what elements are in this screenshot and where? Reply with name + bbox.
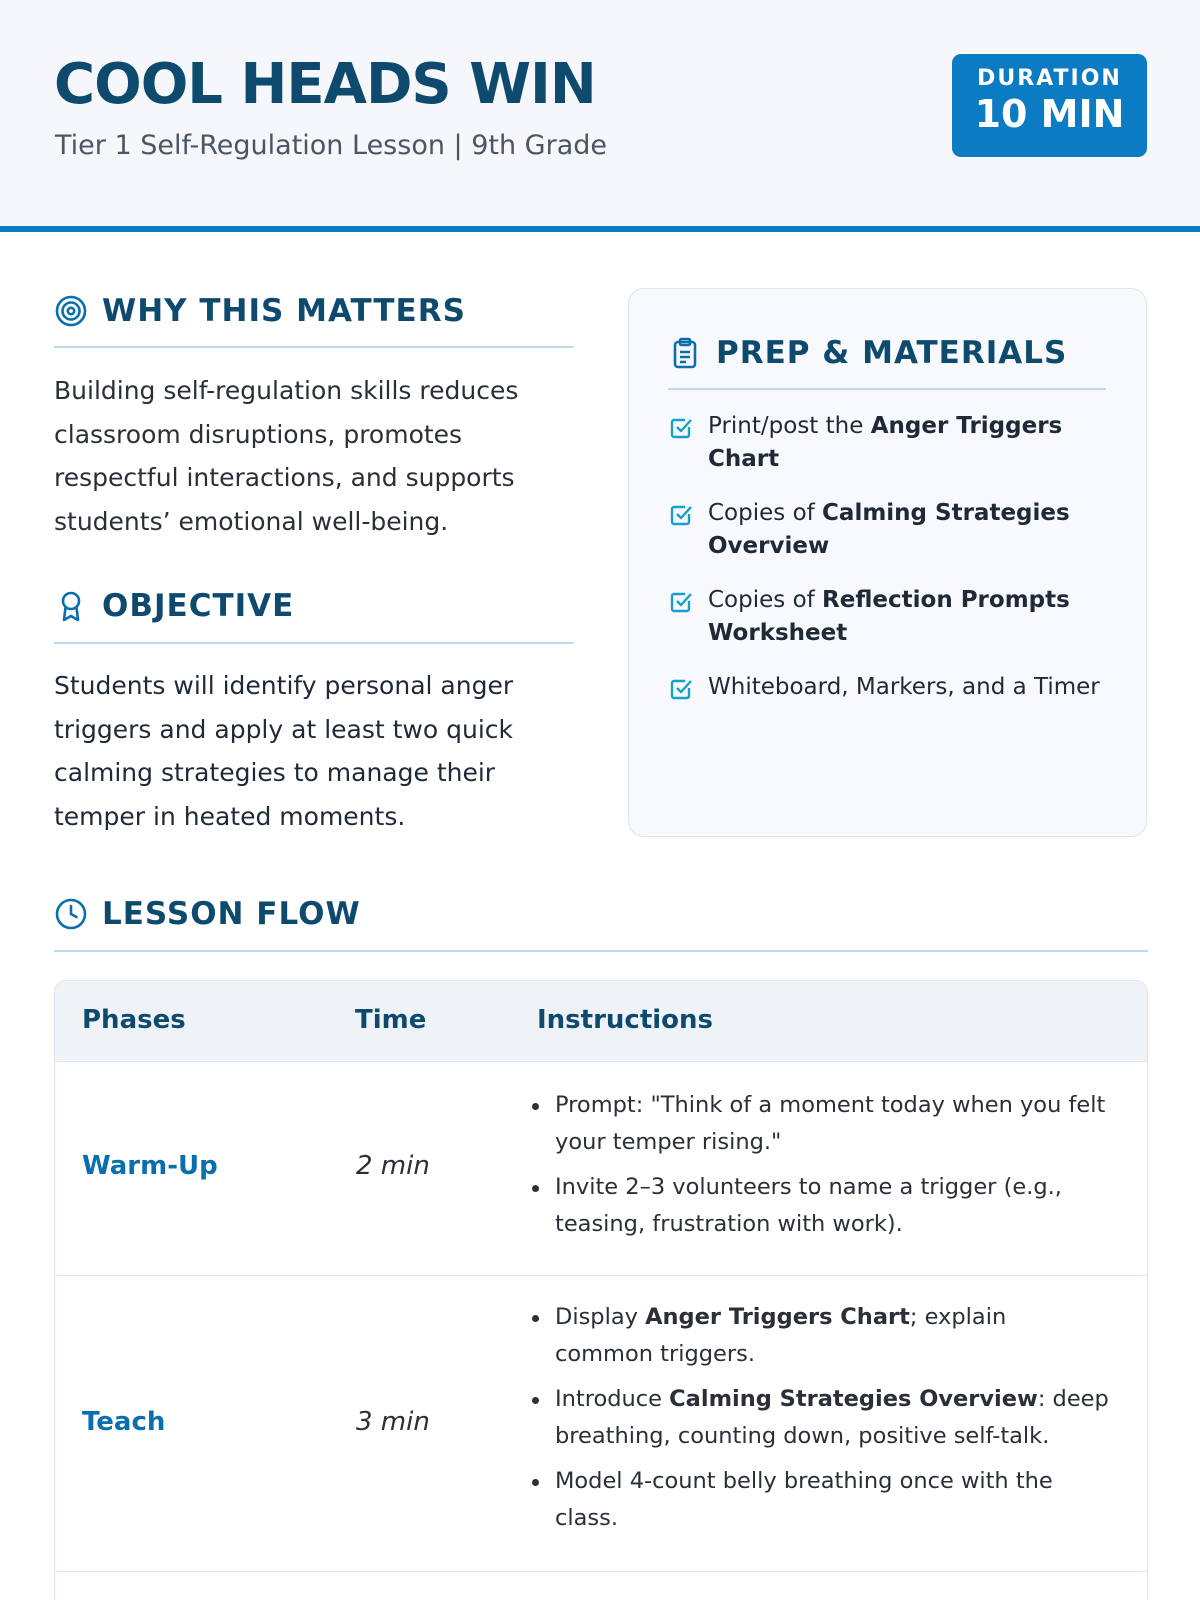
table-header	[55, 981, 1147, 1062]
materials-section-heading	[668, 335, 1067, 371]
instruction-list	[529, 1299, 1109, 1545]
phase-time: 2 min	[356, 1151, 430, 1181]
table-row	[55, 1276, 1147, 1572]
objective-divider	[54, 642, 574, 644]
duration-value: 10 MIN	[974, 92, 1125, 136]
lesson-subtitle: Tier 1 Self-Regulation Lesson | 9th Grade	[55, 130, 607, 161]
lesson-flow-divider	[54, 950, 1148, 952]
column-header-phases: Phases	[82, 1005, 186, 1035]
instruction-item: Introduce Calming Strategies Overview: deep breathing, counting down, positive self-talk.	[529, 1381, 1109, 1455]
target-icon	[54, 294, 88, 328]
column-header-time: Time	[355, 1005, 427, 1035]
instruction-item: Invite 2–3 volunteers to name a trigger (e.g., teasing, frustration with work).	[529, 1169, 1109, 1243]
header-divider	[0, 226, 1200, 232]
instruction-list	[529, 1087, 1109, 1251]
duration-badge	[952, 54, 1147, 157]
table-row	[55, 1062, 1147, 1276]
materials-item: Whiteboard, Markers, and a Timer	[668, 671, 1108, 704]
objective-heading: OBJECTIVE	[102, 588, 295, 624]
why-section-heading	[54, 293, 466, 329]
duration-label: DURATION	[977, 66, 1122, 91]
award-ribbon-icon	[54, 589, 88, 623]
materials-heading: PREP & MATERIALS	[716, 335, 1068, 371]
lesson-flow-section-heading	[54, 896, 361, 932]
objective-text: Students will identify personal anger triggers and apply at least two quick calming strategies to manage their temper in heated moments.	[54, 671, 514, 831]
clipboard-icon	[668, 336, 702, 370]
checkbox-icon	[668, 675, 695, 702]
materials-item: Copies of Reflection Prompts Worksheet	[668, 584, 1108, 650]
why-heading: WHY THIS MATTERS	[102, 293, 466, 329]
objective-section-heading	[54, 588, 294, 624]
phase-name: Teach	[82, 1407, 166, 1437]
materials-divider	[668, 388, 1106, 390]
phase-time: 3 min	[356, 1407, 430, 1437]
lesson-flow-table	[54, 980, 1148, 1600]
lesson-title: COOL HEADS WIN	[54, 52, 596, 117]
materials-item: Copies of Calming Strategies Overview	[668, 497, 1108, 563]
materials-list	[668, 410, 1108, 725]
clock-icon	[54, 897, 88, 931]
instruction-item: Prompt: "Think of a moment today when you felt your temper rising."	[529, 1087, 1109, 1161]
instruction-item: Model 4-count belly breathing once with the class.	[529, 1463, 1109, 1537]
why-text: Building self-regulation skills reduces classroom disruptions, promotes respectful interactions, and supports students’ emotional well-being.	[54, 376, 519, 536]
column-header-instructions: Instructions	[537, 1005, 714, 1035]
checkbox-icon	[668, 501, 695, 528]
materials-item: Print/post the Anger Triggers Chart	[668, 410, 1108, 476]
why-divider	[54, 346, 574, 348]
checkbox-icon	[668, 414, 695, 441]
lesson-flow-heading: LESSON FLOW	[102, 896, 361, 932]
instruction-item: Display Anger Triggers Chart; explain common triggers.	[529, 1299, 1109, 1373]
checkbox-icon	[668, 588, 695, 615]
phase-name: Warm-Up	[82, 1151, 218, 1181]
